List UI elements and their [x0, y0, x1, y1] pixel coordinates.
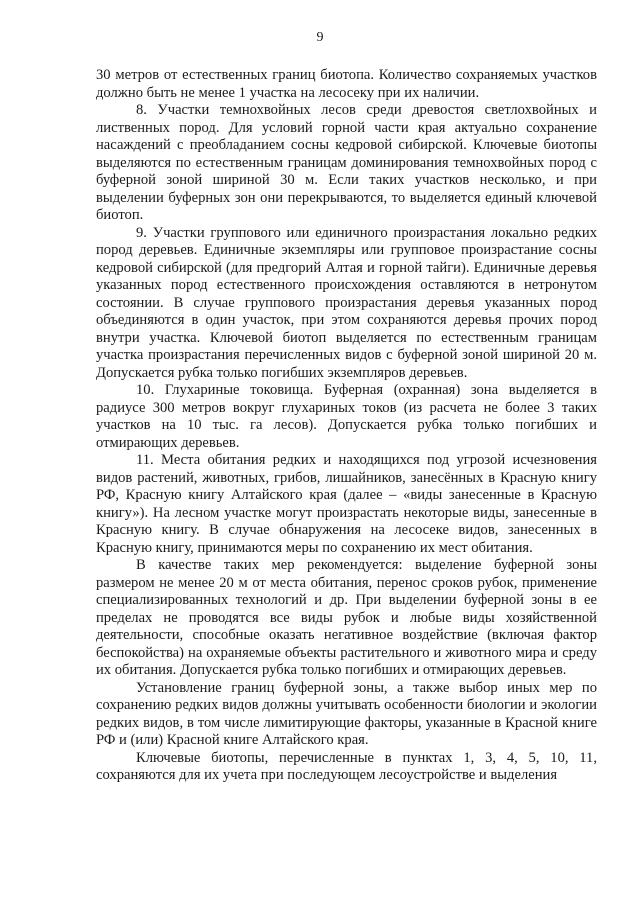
paragraph-buffer-zone: Установление границ буферной зоны, а также выбор иных мер по сохранению редких видов должны учитывать особенности биологии и экологии редких видов, в том числе лимитирующие факторы, указанные в Красной книге РФ и (или) Красной книге Алтайского края. — [96, 679, 597, 748]
paragraph-key-biotopes: Ключевые биотопы, перечисленные в пунктах 1, 3, 4, 5, 10, 11, сохраняются для их учета при последующем лесоустройстве и выделения — [96, 749, 597, 783]
paragraph-item-9: 9. Участки группового или единичного произрастания локально редких пород деревьев. Единичные экземпляры или групповое произрастание сосны кедровой сибирской (для предгорий Алтая и горной тайги). Единичные деревья указанных пород естественного происхождения оставляются в нетронутом состоянии. В случае группового произрастания деревья указанных пород объединяются в один участок, при этом сохраняются деревья прочих пород внутри участка. Ключевой биотоп выделяется по естественным границам участка произрастания перечисленных видов с буферной зоной шириной 20 м. Допускается рубка только погибших экземпляров деревьев. — [96, 224, 597, 381]
paragraph-item-10: 10. Глухариные токовища. Буферная (охранная) зона выделяется в радиусе 300 метров вокруг глухариных токов (из расчета не более 3 таких участков на 10 тыс. га лесов). Допускается рубка только погибших и отмирающих деревьев. — [96, 382, 597, 451]
paragraph-continuation: 30 метров от естественных границ биотопа. Количество сохраняемых участков должно быть не менее 1 участка на лесосеку при их наличии. — [96, 67, 597, 101]
paragraph-measures: В качестве таких мер рекомендуется: выделение буферной зоны размером не менее 20 м от места обитания, перенос сроков рубок, применение специализированных технологий и др. При выделении буферной зоны в ее пределах не проводятся все виды рубок и любые виды хозяйственной деятельности, способные оказать негативное воздействие (включая фактор беспокойства) на охраняемые объекты растительного и животного мира и среду их обитания. Допускается рубка только погибших и отмирающих деревьев. — [96, 557, 597, 678]
paragraph-item-11: 11. Места обитания редких и находящихся под угрозой исчезновения видов растений, животных, грибов, лишайников, занесённых в Красную книгу РФ, Красную книгу Алтайского края (далее – «виды занесенные в Красную книгу»). На лесном участке могут произрастать некоторые виды, занесенные в Красную книгу. В случае обнаружения на лесосеке видов, занесенных в Красную книгу, принимаются меры по сохранению их мест обитания. — [96, 452, 597, 556]
paragraph-item-8: 8. Участки темнохвойных лесов среди древостоя светлохвойных и лиственных пород. Для условий горной части края актуально сохранение насаждений с преобладанием сосны кедровой сибирской. Ключевые биотопы выделяются по естественным границам доминирования темнохвойных пород с буферной зоной шириной 30 м. Если таких участков несколько, и при выделении буферных зон они перекрываются, то выделяется единый ключевой биотоп. — [96, 102, 597, 223]
document-body — [96, 67, 597, 785]
page-number: 9 — [316, 30, 324, 45]
